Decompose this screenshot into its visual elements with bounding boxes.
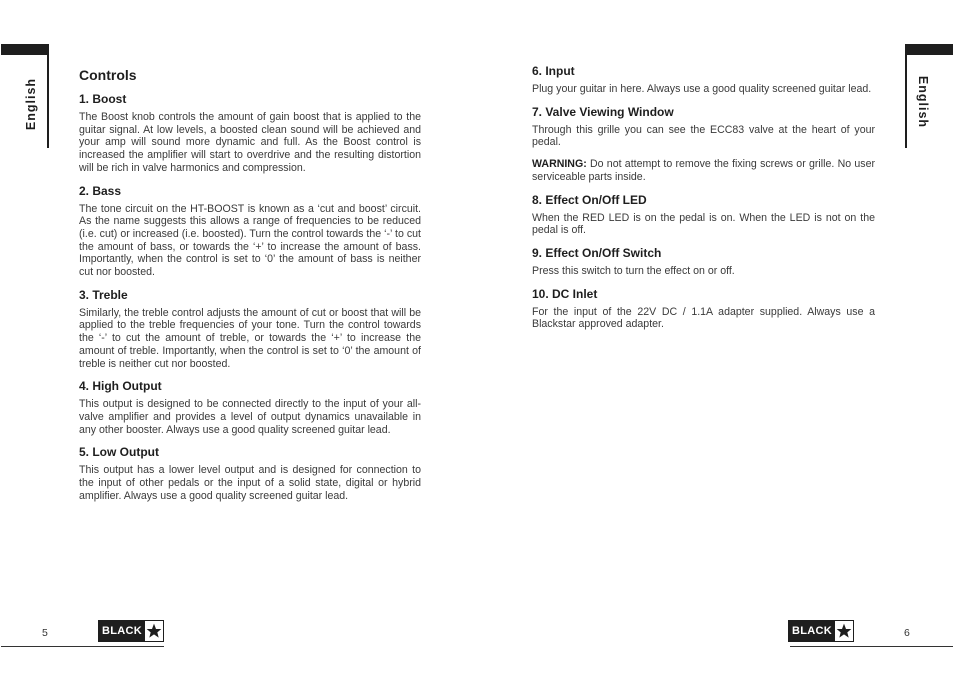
- section-title: 3. Treble: [79, 287, 128, 302]
- section-text: The tone circuit on the HT-BOOST is known as a ‘cut and boost’ circuit. As the name suggests this allows a range of frequencies to be reduced (i.e. cut) or increased (i.e. boosted). Turn the control towards the ‘-’ to cut the amount of bass, or towards the ‘+’ to increase the amount of bass. Importantly, when the control is set to ‘0’ the amount of bass is neither cut nor boosted.: [79, 202, 421, 279]
- section-low-output: [79, 445, 421, 502]
- section-text: Plug your guitar in here. Always use a good quality screened guitar lead.: [532, 83, 872, 95]
- section-text: For the input of the 22V DC / 1.1A adapter supplied. Always use a Blackstar approved adapter.: [532, 305, 875, 331]
- tab-rule: [47, 44, 49, 148]
- page-number-right: 6: [904, 627, 910, 639]
- warning-paragraph: [532, 158, 875, 183]
- section-effect-led: [532, 193, 875, 237]
- logo-text: BLACK: [99, 621, 145, 641]
- section-title: 4. High Output: [79, 379, 162, 394]
- section-title: 5. Low Output: [79, 445, 159, 460]
- side-label-left: English: [24, 77, 38, 131]
- footer-rule: [1, 646, 164, 647]
- section-title: 7. Valve Viewing Window: [532, 104, 674, 119]
- tab-bar: [905, 44, 953, 55]
- section-treble: [79, 288, 421, 371]
- side-label-right: English: [916, 75, 930, 129]
- section-bass: [79, 184, 421, 279]
- page-title: Controls: [79, 67, 137, 83]
- section-dc-inlet: [532, 287, 875, 331]
- star-icon: [145, 621, 163, 641]
- warning-label: WARNING:: [532, 158, 587, 171]
- right-column: [532, 64, 875, 340]
- section-title: 2. Bass: [79, 183, 122, 198]
- tab-rule: [905, 44, 907, 148]
- section-text: This output has a lower level output and is designed for connection to the input of other pedals or the input of a solid state, digital or hybrid amplifier. Always use a good quality screened guitar lead.: [79, 464, 421, 502]
- section-boost: [79, 92, 421, 175]
- section-title: 9. Effect On/Off Switch: [532, 245, 662, 260]
- section-effect-switch: [532, 246, 875, 278]
- section-text: When the RED LED is on the pedal is on. When the LED is not on the pedal is off.: [532, 211, 875, 237]
- footer-rule: [790, 646, 953, 647]
- blackstar-logo: [98, 620, 164, 642]
- section-valve-viewing-window: [532, 105, 875, 184]
- section-title: 1. Boost: [79, 92, 127, 106]
- section-text: This output is designed to be connected directly to the input of your all-valve amplifier and provides a level of output dynamics unavailable in any other booster. Always use a good quality screened guitar lead.: [79, 398, 421, 436]
- section-title: 6. Input: [532, 64, 575, 78]
- tab-bar: [1, 44, 49, 55]
- warning-text: Do not attempt to remove the fixing screws or grille. No user serviceable parts inside.: [532, 158, 875, 183]
- star-icon: [835, 621, 853, 641]
- section-text: Press this switch to turn the effect on or off.: [532, 264, 735, 277]
- section-text: Through this grille you can see the ECC83 valve at the heart of your pedal.: [532, 123, 875, 149]
- section-title: 10. DC Inlet: [532, 286, 598, 301]
- blackstar-logo: [788, 620, 854, 642]
- section-text: Similarly, the treble control adjusts the amount of cut or boost that will be applied to the treble frequencies of your tone. Turn the control towards the ‘-’ to cut the amount of treble, or towards the ‘+’ to increase the amount of treble. Importantly, when the control is set to ‘0’ the amount of treble is neither cut nor boosted.: [79, 306, 421, 370]
- section-title: 8. Effect On/Off LED: [532, 192, 647, 207]
- section-high-output: [79, 379, 421, 436]
- section-input: [532, 64, 875, 96]
- page-number-left: 5: [42, 627, 48, 639]
- left-column: [79, 64, 421, 511]
- section-text: The Boost knob controls the amount of gain boost that is applied to the guitar signal. At low levels, a boosted clean sound will be achieved and your amp will sound more dynamic and full. As the Boost control is increased the amplifier will start to overdrive and the resulting distortion will be rich in valve harmonics and compression.: [79, 111, 421, 174]
- logo-text: BLACK: [789, 621, 835, 641]
